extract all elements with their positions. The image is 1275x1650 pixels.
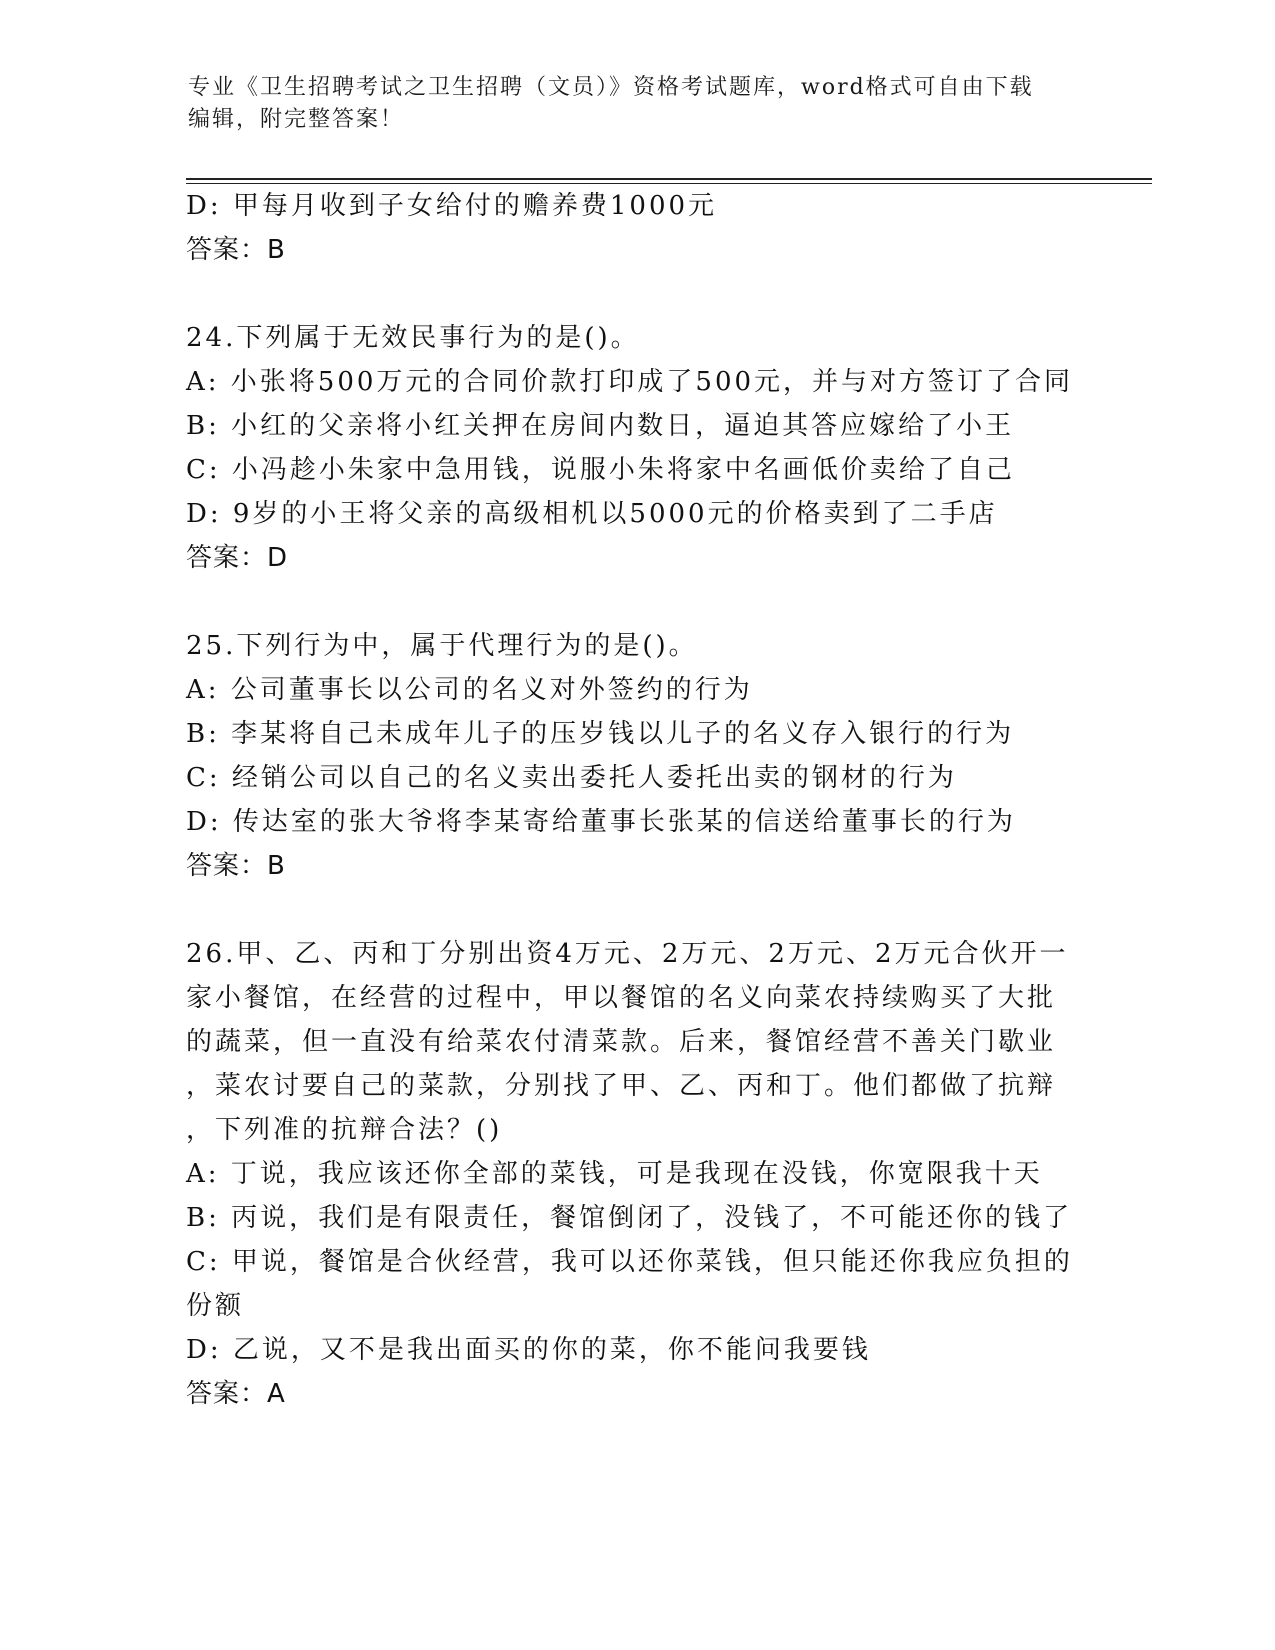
q24-option-b: B: 小红的父亲将小红关押在房间内数日，逼迫其答应嫁给了小王 xyxy=(186,411,1015,441)
q25-answer: 答案：B xyxy=(186,851,286,881)
q26-stem-line: ，菜农讨要自己的菜款，分别找了甲、乙、丙和丁。他们都做了抗辩 xyxy=(186,1071,1057,1101)
q24-option-d: D: 9岁的小王将父亲的高级相机以5000元的价格卖到了二手店 xyxy=(186,499,998,529)
q26-stem-line: 家小餐馆，在经营的过程中，甲以餐馆的名义向菜农持续购买了大批 xyxy=(186,983,1057,1013)
q25-option-b: B: 李某将自己未成年儿子的压岁钱以儿子的名义存入银行的行为 xyxy=(186,719,1015,749)
q24-option-a: A: 小张将500万元的合同价款打印成了500元，并与对方签订了合同 xyxy=(186,367,1074,397)
q25-stem: 25.下列行为中，属于代理行为的是()。 xyxy=(186,631,698,661)
q26-stem-line: ，下列准的抗辩合法？() xyxy=(186,1115,503,1145)
q25-option-a: A: 公司董事长以公司的名义对外签约的行为 xyxy=(186,675,753,705)
q26-stem-line: 26.甲、乙、丙和丁分别出资4万元、2万元、2万元、2万元合伙开一 xyxy=(186,939,1069,969)
q26-option-d: D: 乙说，又不是我出面买的你的菜，你不能问我要钱 xyxy=(186,1335,871,1365)
q26-option-a: A: 丁说，我应该还你全部的菜钱，可是我现在没钱，你宽限我十天 xyxy=(186,1159,1043,1189)
header-divider-thick xyxy=(186,178,1152,180)
q24-stem: 24.下列属于无效民事行为的是()。 xyxy=(186,323,640,353)
q24-option-c: C: 小冯趁小朱家中急用钱，说服小朱将家中名画低价卖给了自己 xyxy=(186,455,1015,485)
header-line-2: 编辑，附完整答案！ xyxy=(188,107,405,132)
header-divider-thin xyxy=(186,183,1152,184)
q26-option-c-line: 份额 xyxy=(186,1291,245,1321)
q24-answer: 答案：D xyxy=(186,543,289,573)
header-line-1: 专业《卫生招聘考试之卫生招聘（文员）》资格考试题库，word格式可自由下载 xyxy=(188,75,1034,100)
document-header xyxy=(188,72,1068,136)
q23-answer: 答案：B xyxy=(186,235,286,265)
q25-option-d: D: 传达室的张大爷将李某寄给董事长张某的信送给董事长的行为 xyxy=(186,807,1016,837)
q26-stem-line: 的蔬菜，但一直没有给菜农付清菜款。后来，餐馆经营不善关门歇业 xyxy=(186,1027,1057,1057)
q26-option-b: B: 丙说，我们是有限责任，餐馆倒闭了，没钱了，不可能还你的钱了 xyxy=(186,1203,1073,1233)
q23-option-d: D: 甲每月收到子女给付的赡养费1000元 xyxy=(186,191,718,221)
q25-option-c: C: 经销公司以自己的名义卖出委托人委托出卖的钢材的行为 xyxy=(186,763,957,793)
q26-answer: 答案：A xyxy=(186,1379,286,1409)
q26-option-c-line: C: 甲说，餐馆是合伙经营，我可以还你菜钱，但只能还你我应负担的 xyxy=(186,1247,1073,1277)
